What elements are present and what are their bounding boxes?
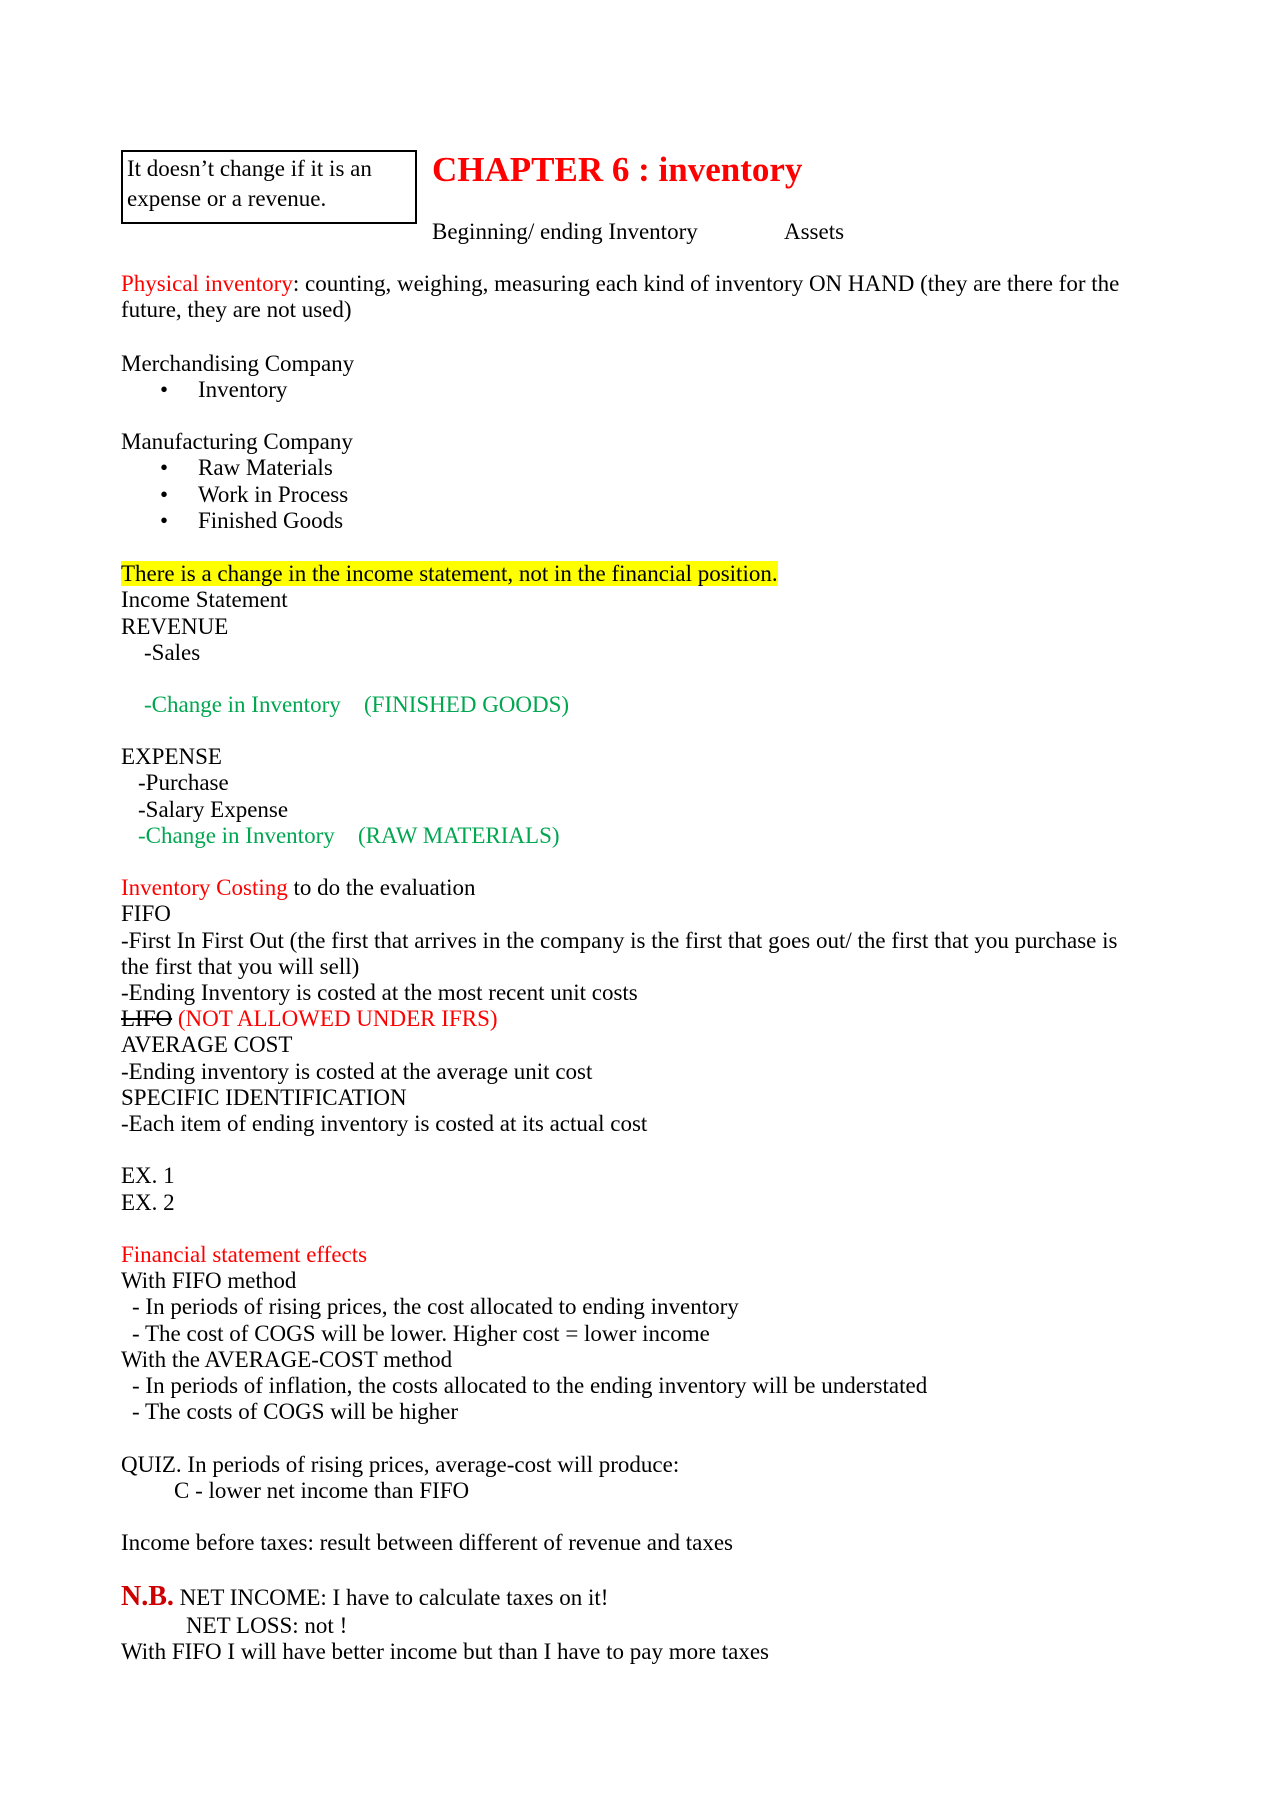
- avg-heading: AVERAGE COST: [121, 1032, 293, 1057]
- example-1: EX. 1: [121, 1163, 175, 1188]
- subtitle-right: Assets: [784, 219, 845, 244]
- highlight-text: There is a change in the income statement, not in the financial position.: [121, 561, 778, 586]
- avg-method: With the AVERAGE-COST method: [121, 1347, 453, 1372]
- merchandising-item: Inventory: [198, 377, 288, 402]
- bullet-icon: •: [160, 377, 169, 402]
- fifo-effect-b: - The cost of COGS will be lower. Higher cost = lower income: [132, 1321, 710, 1346]
- nb-line-1: [121, 1583, 608, 1611]
- lifo-line: [121, 1005, 498, 1032]
- quiz-answer: C - lower net income than FIFO: [174, 1478, 470, 1503]
- specific-desc: -Each item of ending inventory is costed at its actual cost: [121, 1111, 648, 1136]
- nb-net-income: NET INCOME: I have to calculate taxes on it!: [173, 1585, 609, 1610]
- manufacturing-item: Raw Materials: [198, 455, 333, 480]
- income-before-taxes: Income before taxes: result between different of revenue and taxes: [121, 1530, 733, 1555]
- salary-item: -Salary Expense: [138, 797, 289, 822]
- manufacturing-item: Finished Goods: [198, 508, 344, 533]
- fifo-desc-3: -Ending Inventory is costed at the most recent unit costs: [121, 980, 638, 1005]
- change-inventory-rm: -Change in Inventory: [138, 823, 335, 848]
- purchase-item: -Purchase: [138, 770, 229, 795]
- physical-term: Physical inventory: [121, 271, 293, 296]
- physical-line-1: [121, 270, 1119, 297]
- merchandising-heading: Merchandising Company: [121, 351, 355, 376]
- avg-effect-b: - The costs of COGS will be higher: [132, 1399, 459, 1424]
- change-inventory-fg: -Change in Inventory: [144, 692, 341, 717]
- bullet-icon: •: [160, 482, 169, 507]
- costing-line: [121, 874, 476, 901]
- finished-goods-note: (FINISHED GOODS): [364, 692, 570, 717]
- example-2: EX. 2: [121, 1190, 175, 1215]
- avg-desc: -Ending inventory is costed at the average unit cost: [121, 1059, 593, 1084]
- nb-label: N.B.: [121, 1581, 174, 1612]
- income-statement-heading: Income Statement: [121, 587, 288, 612]
- subtitle-left: Beginning/ ending Inventory: [432, 219, 698, 244]
- costing-term: Inventory Costing: [121, 875, 288, 900]
- manufacturing-item: Work in Process: [198, 482, 349, 507]
- nb-fifo-taxes: With FIFO I will have better income but than I have to pay more taxes: [121, 1639, 770, 1664]
- fifo-desc-2: the first that you will sell): [121, 954, 360, 979]
- note-box: It doesn’t change if it is an expense or a revenue.: [121, 150, 417, 224]
- specific-heading: SPECIFIC IDENTIFICATION: [121, 1085, 407, 1110]
- chapter-title: CHAPTER 6 : inventory: [432, 150, 803, 189]
- lifo-note: (NOT ALLOWED UNDER IFRS): [172, 1006, 498, 1031]
- highlight-line: [121, 560, 778, 587]
- effects-heading: Financial statement effects: [121, 1242, 368, 1267]
- quiz-question: QUIZ. In periods of rising prices, average-cost will produce:: [121, 1452, 680, 1477]
- bullet-icon: •: [160, 508, 169, 533]
- bullet-icon: •: [160, 455, 169, 480]
- physical-line-2: future, they are not used): [121, 297, 352, 322]
- revenue-label: REVENUE: [121, 614, 229, 639]
- manufacturing-heading: Manufacturing Company: [121, 429, 353, 454]
- fifo-effect-a: - In periods of rising prices, the cost allocated to ending inventory: [132, 1294, 739, 1319]
- nb-net-loss: NET LOSS: not !: [186, 1613, 348, 1638]
- lifo-strike: LIFO: [121, 1006, 173, 1031]
- fifo-desc-1: -First In First Out (the first that arrives in the company is the first that goes out/ the first that you purchase is: [121, 928, 1118, 953]
- physical-def: : counting, weighing, measuring each kind of inventory ON HAND (they are there for the: [292, 271, 1120, 296]
- fifo-heading: FIFO: [121, 901, 171, 926]
- costing-rest: to do the evaluation: [287, 875, 476, 900]
- fifo-method: With FIFO method: [121, 1268, 297, 1293]
- raw-materials-note: (RAW MATERIALS): [358, 823, 560, 848]
- sales-item: -Sales: [144, 640, 201, 665]
- expense-label: EXPENSE: [121, 744, 222, 769]
- avg-effect-a: - In periods of inflation, the costs allocated to the ending inventory will be understated: [132, 1373, 928, 1398]
